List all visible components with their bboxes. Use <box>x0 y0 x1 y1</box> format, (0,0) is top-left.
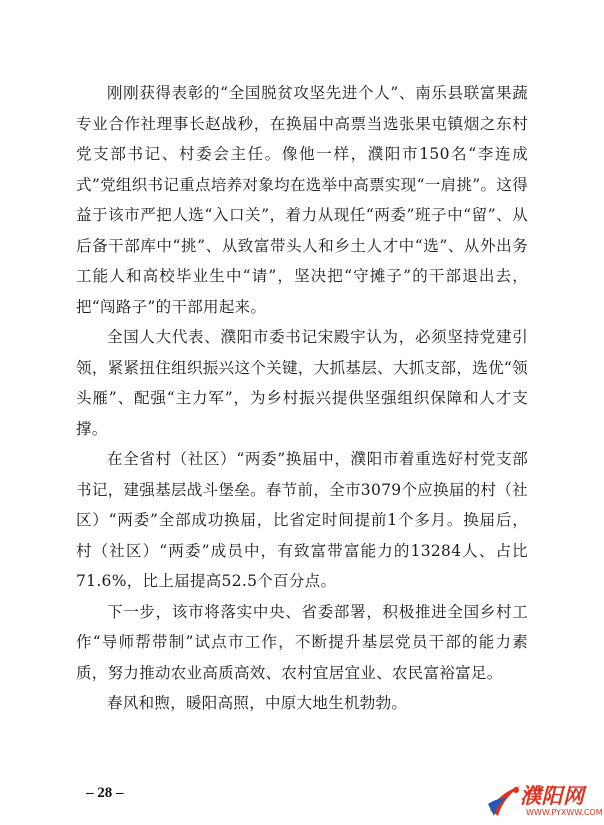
watermark-logo <box>486 778 602 822</box>
article-body <box>76 78 528 719</box>
paragraph-3: 在全省村（社区）“两委”换届中，濮阳市着重选好村党支部书记，建强基层战斗堡垒。春节前，全市3079个应换届的村（社区）“两委”全部成功换届，比省定时间提前1个多月。换届后，村（社区）“两委”成员中，有致富带富能力的13284人、占比71.6%，比上届提高52.5个百分点。 <box>76 450 528 590</box>
paragraph-4: 下一步，该市将落实中央、省委部署，积极推进全国乡村工作“导师帮带制”试点市工作，不断提升基层党员干部的能力素质，努力推动农业高质高效、农村宜居宜业、农民富裕富足。 <box>76 602 528 682</box>
watermark-url: WWW.PYXWW.COM <box>526 808 603 817</box>
page-number: – 28 – <box>86 785 124 801</box>
swoosh-logo-icon <box>486 780 524 820</box>
watermark-name: 濮阳网 <box>520 784 585 808</box>
paragraph-1: 刚刚获得表彰的“全国脱贫攻坚先进个人”、南乐县联富果蔬专业合作社理事长赵战秒，在换届中高票当选张果屯镇烟之东村党支部书记、村委会主任。像他一样，濮阳市150名“李连成式”党组织书记重点培养对象均在选举中高票实现“一肩挑”。这得益于该市严把人选“入口关”，着力从现任“两委”班子中“留”、从后备干部库中“挑”、从致富带头人和乡土人才中“选”、从外出务工能人和高校毕业生中“请”，坚决把“守摊子”的干部退出去，把“闯路子”的干部用起来。 <box>76 84 528 316</box>
paragraph-2: 全国人大代表、濮阳市委书记宋殿宇认为，必须坚持党建引领，紧紧扭住组织振兴这个关键，大抓基层、大抓支部，选优“领头雁”、配强“主力军”，为乡村振兴提供坚强组织保障和人才支撑。 <box>76 328 528 438</box>
paragraph-5: 春风和煦，暖阳高照，中原大地生机勃勃。 <box>107 694 408 712</box>
